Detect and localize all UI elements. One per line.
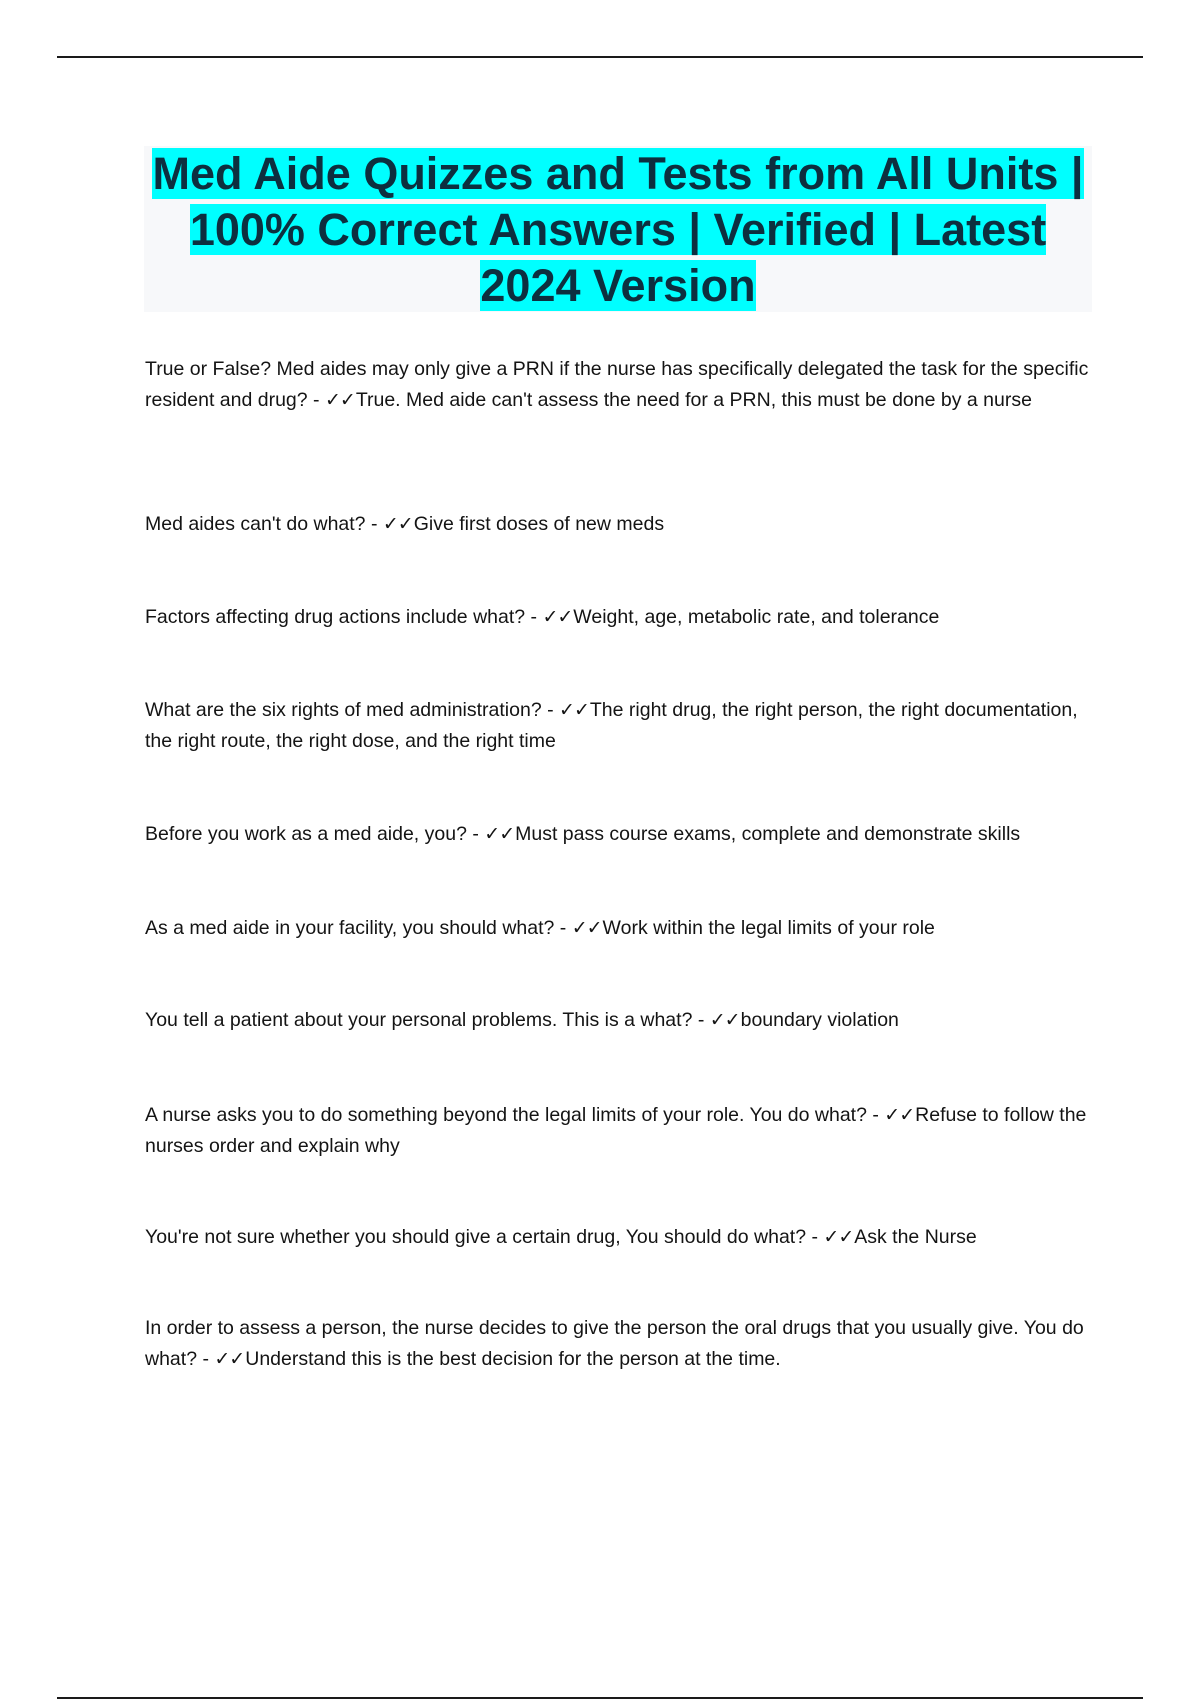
answer-text: Understand this is the best decision for the person at the time.	[245, 1348, 781, 1370]
qa-item	[145, 602, 1095, 633]
answer-text: Weight, age, metabolic rate, and tolerance	[573, 606, 940, 628]
page-title-highlight: Med Aide Quizzes and Tests from All Units | 100% Correct Answers | Verified | Latest 2024 Version	[152, 148, 1084, 311]
double-checkmark-icon: ✓✓	[542, 606, 573, 628]
qa-item	[145, 1005, 1095, 1036]
question-text: A nurse asks you to do something beyond the legal limits of your role. You do what?	[145, 1104, 867, 1126]
double-checkmark-icon: ✓✓	[382, 513, 413, 535]
double-checkmark-icon: ✓✓	[214, 1348, 245, 1370]
header-rule	[57, 56, 1143, 58]
question-text: Factors affecting drug actions include what?	[145, 606, 526, 628]
double-checkmark-icon: ✓✓	[559, 699, 589, 721]
qa-item	[145, 509, 1095, 540]
double-checkmark-icon: ✓✓	[709, 1009, 740, 1031]
answer-text: True. Med aide can't assess the need for a PRN, this must be done by a nurse	[355, 389, 1032, 411]
double-checkmark-icon: ✓✓	[324, 389, 355, 411]
question-text: You're not sure whether you should give a certain drug, You should do what?	[145, 1226, 807, 1248]
qa-item	[145, 913, 1095, 944]
footer-rule	[57, 1697, 1143, 1699]
question-text: What are the six rights of med administration?	[145, 699, 542, 721]
question-text: As a med aide in your facility, you should what?	[145, 917, 555, 939]
question-text: Med aides can't do what?	[145, 513, 366, 535]
answer-text: Refuse to follow the nurses order and explain why	[145, 1104, 1087, 1157]
qa-item	[145, 354, 1095, 416]
question-text: Before you work as a med aide, you?	[145, 823, 467, 845]
qa-item	[145, 1100, 1095, 1162]
qa-separator: -	[307, 389, 325, 411]
double-checkmark-icon: ✓✓	[571, 917, 602, 939]
double-checkmark-icon: ✓✓	[884, 1104, 915, 1126]
double-checkmark-icon: ✓✓	[823, 1226, 854, 1248]
qa-separator: -	[365, 513, 383, 535]
question-text: In order to assess a person, the nurse decides to give the person the oral drugs that you usually give. You do what?	[145, 1317, 1084, 1370]
qa-separator: -	[197, 1348, 215, 1370]
question-text: You tell a patient about your personal problems. This is a what?	[145, 1009, 693, 1031]
title-block	[144, 146, 1092, 312]
answer-text: Work within the legal limits of your role	[602, 917, 935, 939]
qa-item	[145, 1222, 1095, 1253]
answer-text: boundary violation	[740, 1009, 899, 1031]
answer-text: Ask the Nurse	[854, 1226, 977, 1248]
qa-separator: -	[541, 699, 560, 721]
qa-separator: -	[554, 917, 572, 939]
qa-separator: -	[525, 606, 543, 628]
qa-item	[145, 695, 1095, 757]
question-text: True or False? Med aides may only give a PRN if the nurse has specifically delegated the task for the specific resident and drug?	[145, 358, 1089, 411]
qa-separator: -	[466, 823, 485, 845]
page-title	[144, 146, 1092, 314]
qa-separator: -	[692, 1009, 710, 1031]
qa-item	[145, 1313, 1095, 1375]
double-checkmark-icon: ✓✓	[484, 823, 515, 845]
qa-separator: -	[866, 1104, 885, 1126]
qa-separator: -	[806, 1226, 824, 1248]
answer-text: The right drug, the right person, the right documentation, the right route, the right dose, and the right time	[145, 699, 1078, 752]
qa-item	[145, 819, 1095, 850]
answer-text: Give first doses of new meds	[413, 513, 665, 535]
answer-text: Must pass course exams, complete and demonstrate skills	[515, 823, 1021, 845]
